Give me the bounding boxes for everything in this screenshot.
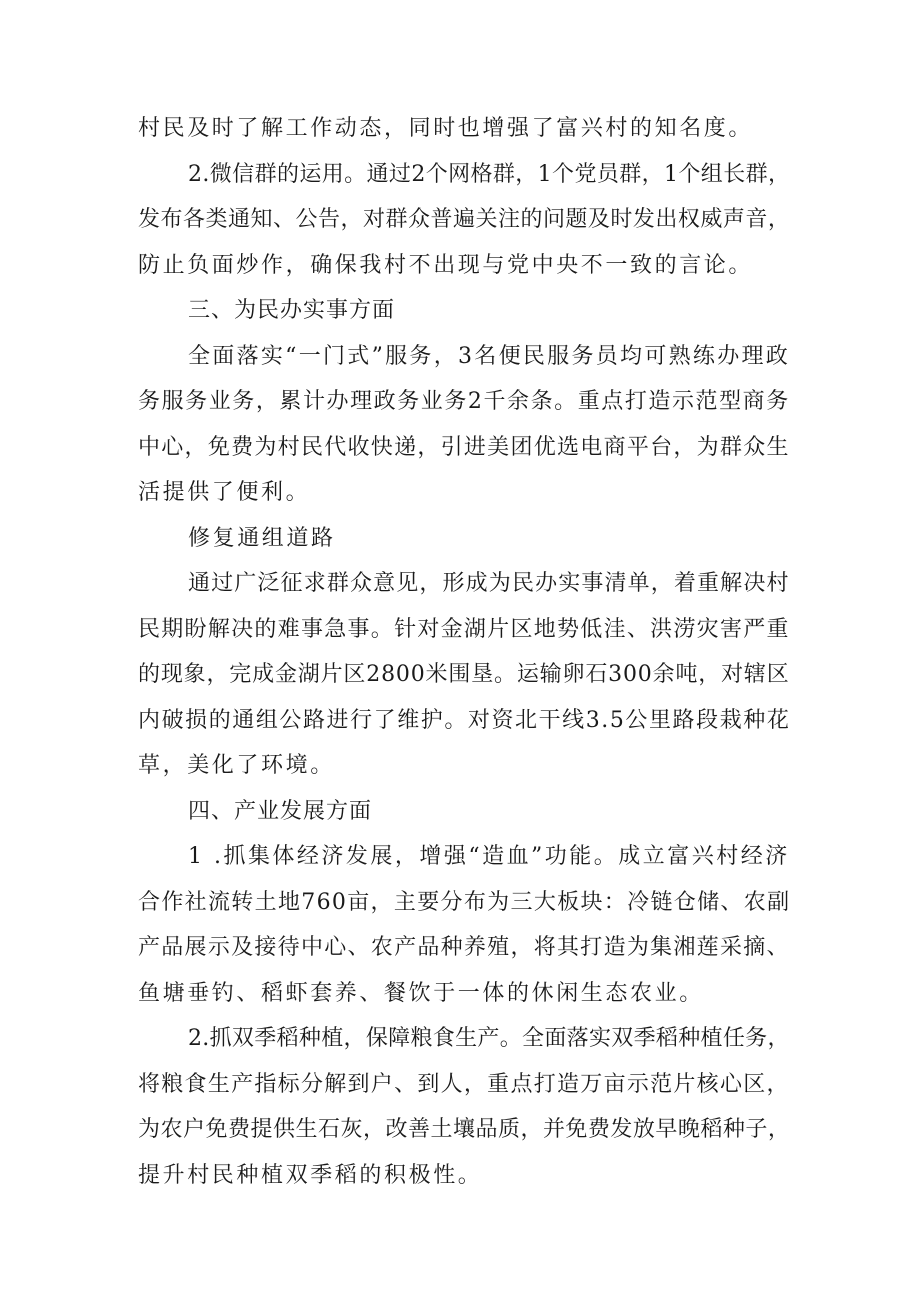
- paragraph-line: 民期盼解决的难事急事。针对金湖片区地势低洼、洪涝灾害严重: [138, 616, 790, 642]
- paragraph-line: 全面落实“一门式”服务，3名便民服务员均可熟练办理政: [188, 343, 791, 369]
- paragraph-line: 1 .抓集体经济发展，增强“造血”功能。成立富兴村经济: [188, 844, 790, 869]
- paragraph-line: 内破损的通组公路进行了维护。对资北干线3.5公里路段栽种花: [138, 707, 791, 733]
- document-body: [138, 106, 790, 1198]
- paragraph-line: 产品展示及接待中心、农产品种养殖，将其打造为集湘莲采摘、: [138, 935, 790, 960]
- paragraph-line: 鱼塘垂钓、稻虾套养、餐饮于一体的休闲生态农业。: [138, 980, 704, 1006]
- paragraph-line: 通过广泛征求群众意见，形成为民办实事清单，着重解决村: [188, 571, 790, 596]
- paragraph-line: 提升村民种植双季稻的积极性。: [138, 1162, 483, 1188]
- paragraph-line: 为农户免费提供生石灰，改善土壤品质，并免费发放早晚稻种子，: [138, 1117, 791, 1142]
- paragraph-line: 2.抓双季稻种植，保障粮食生产。全面落实双季稻种植任务，: [188, 1026, 790, 1051]
- paragraph-line: 防止负面炒作，确保我村不出现与党中央不一致的言论。: [138, 252, 754, 278]
- paragraph-line: 将粮食生产指标分解到户、到人，重点打造万亩示范片核心区，: [138, 1071, 790, 1097]
- paragraph-line: 发布各类通知、公告，对群众普遍关注的问题及时发出权威声音，: [138, 207, 791, 232]
- paragraph-line: 2.微信群的运用。通过2个网格群，1个党员群，1个组长群，: [188, 161, 791, 187]
- paragraph-line: 的现象，完成金湖片区2800米围垦。运输卵石300余吨，对辖区: [138, 662, 790, 687]
- paragraph-line: 合作社流转土地760亩，主要分布为三大板块：冷链仓储、农副: [138, 889, 791, 915]
- section-heading: 四、产业发展方面: [188, 798, 373, 824]
- subheading: 修复通组道路: [188, 525, 336, 551]
- paragraph-line: 村民及时了解工作动态，同时也增强了富兴村的知名度。: [138, 116, 754, 141]
- section-heading: 三、为民办实事方面: [188, 298, 396, 323]
- paragraph-line: 务服务业务，累计办理政务业务2千余条。重点打造示范型商务: [138, 389, 790, 414]
- paragraph-line: 中心，免费为村民代收快递，引进美团优选电商平台，为群众生: [138, 434, 790, 460]
- paragraph-line: 活提供了便利。: [138, 480, 311, 505]
- paragraph-line: 草，美化了环境。: [138, 753, 335, 778]
